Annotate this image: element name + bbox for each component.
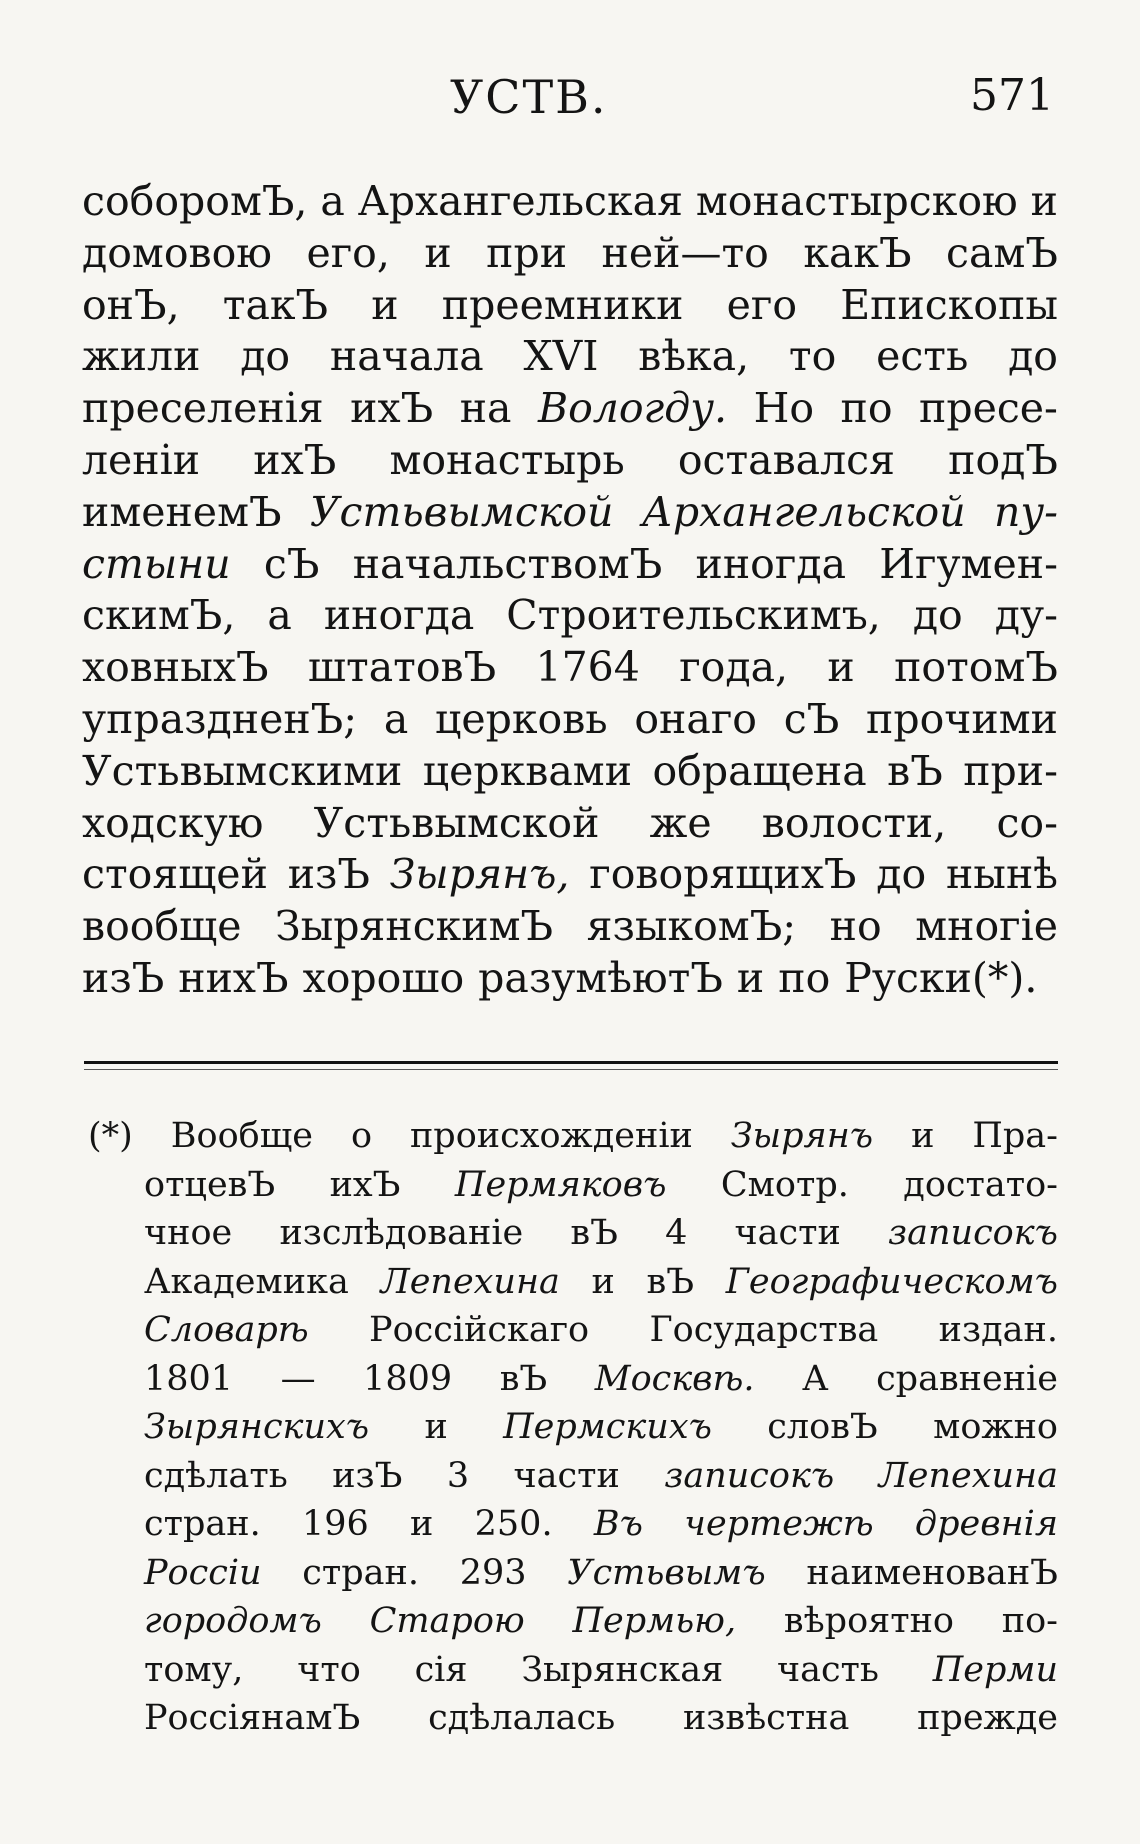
footnote-word: по- (1001, 1601, 1058, 1641)
footnote-word: Географическомъ (725, 1261, 1058, 1302)
main-text-word: самЪ (946, 228, 1058, 277)
footnote-line (88, 1597, 1058, 1646)
main-text-word: до (1008, 332, 1058, 381)
footnote-word: Пермью, (572, 1601, 737, 1641)
main-text-word: и (371, 280, 399, 329)
footnote-word: (*) (88, 1116, 133, 1156)
footnote-word: РоссіянамЪ (144, 1698, 361, 1738)
footnote-line (88, 1306, 1058, 1355)
footnote-word: тому, (144, 1649, 244, 1690)
main-text-word: леніи (82, 435, 201, 484)
footnote-word: 293 (459, 1552, 527, 1593)
main-text-line (82, 694, 1058, 746)
main-text-word: стыни (82, 539, 231, 588)
footnote-line (88, 1112, 1058, 1161)
main-text-word: монастырь (389, 435, 625, 484)
main-text-word: ду- (994, 591, 1058, 640)
main-text-word: а (320, 177, 345, 225)
main-text-word: вообще (82, 902, 242, 951)
footnote-word: и (591, 1261, 615, 1302)
main-text-word: обращена (652, 746, 867, 795)
main-text-line (82, 228, 1058, 280)
footnote-word: чное (144, 1213, 233, 1253)
main-text-word: пресе- (919, 384, 1058, 433)
main-text-word: штатовЪ (307, 643, 497, 692)
main-text-word: говорящихЪ (589, 850, 857, 899)
main-text-word: церковь (435, 694, 608, 743)
footnote-word: что (297, 1649, 361, 1690)
main-text-word: Архангельская (357, 177, 683, 225)
main-text-word: разумѣютЪ (478, 953, 723, 1002)
main-text-line (82, 280, 1058, 332)
main-text-word: при- (963, 746, 1058, 795)
main-text-word: жили (82, 332, 201, 381)
main-text-line (82, 590, 1058, 642)
footnote-word: А (802, 1358, 829, 1399)
main-text-word: его (726, 280, 798, 329)
main-text-word: языкомЪ; (586, 902, 797, 951)
footnote-word: части (513, 1455, 620, 1496)
footnote-word: наименованЪ (806, 1552, 1058, 1593)
main-text-word: Устьвымскими (82, 746, 403, 795)
main-text-word: такЪ (222, 280, 329, 329)
footnote-word: стран. (302, 1552, 419, 1593)
page-number: 571 (970, 70, 1054, 121)
footnote-word: Зырянская (521, 1649, 724, 1690)
main-text-word: пу- (993, 487, 1058, 536)
main-text-word: Устьвымской (309, 487, 614, 536)
footnote-word: словЪ (767, 1407, 878, 1447)
main-text-line (82, 331, 1058, 383)
footnote-word: Государства (649, 1310, 879, 1350)
main-text-word: сЪ (263, 539, 320, 588)
main-text-word: на (459, 384, 512, 433)
footnote-separator-thin-rule (84, 1069, 1058, 1070)
footnote-word: Пермскихъ (503, 1407, 712, 1447)
main-text-word: какЪ (803, 228, 912, 277)
main-text-word: потомЪ (894, 643, 1058, 692)
main-text-word: стоящей (82, 850, 268, 899)
footnote-word: Лепехина (380, 1261, 560, 1302)
footnote-word: можно (933, 1407, 1058, 1447)
main-text-word: и (424, 228, 452, 277)
main-text-word: начальствомЪ (352, 539, 663, 588)
main-text-line (82, 176, 1058, 228)
main-text-word: начала (329, 332, 484, 381)
main-text-word: до (240, 332, 291, 381)
footnote-word: часть (776, 1649, 879, 1690)
main-text-word: и (827, 643, 855, 692)
footnote-word: стран. (144, 1504, 261, 1544)
main-text-line (82, 746, 1058, 798)
main-text-word: Вологду. (537, 384, 728, 433)
main-text-word: Строительскимъ, (506, 591, 881, 640)
footnote-word: ихЪ (329, 1164, 401, 1205)
footnote-word: вЪ (646, 1261, 695, 1302)
main-text-word: нынѣ (945, 850, 1058, 899)
footnote-word: части (734, 1213, 841, 1253)
main-text-word: до (912, 591, 963, 640)
main-text-word: хорошо (302, 953, 465, 1002)
footnote-word: Словарѣ (144, 1310, 309, 1350)
main-text-word: ходскую (82, 798, 264, 847)
main-text-word: есть (876, 332, 969, 381)
footnote-line (88, 1209, 1058, 1258)
main-text-word: при (486, 228, 568, 277)
main-text-word: прочими (866, 694, 1058, 743)
footnote-line (88, 1161, 1058, 1210)
footnote-word: Устьвымъ (567, 1552, 766, 1593)
main-text-word: ихЪ (253, 435, 337, 484)
main-text-word: 1764 (535, 643, 640, 692)
footnote-word: 1801 (144, 1358, 234, 1399)
footnote-word: Въ (593, 1504, 643, 1544)
main-text-word: ихЪ (350, 384, 434, 433)
main-text-word: Устьвымской (313, 798, 600, 847)
footnote-word: издан. (938, 1310, 1058, 1350)
footnote-line (88, 1355, 1058, 1404)
main-text-line (82, 849, 1058, 901)
main-text-word: но (829, 902, 882, 951)
main-text-word: Но (753, 384, 815, 433)
footnote-line (88, 1258, 1058, 1307)
main-text-block (82, 176, 1058, 1005)
main-text-word: же (649, 798, 712, 847)
main-text-word: волости, (761, 798, 947, 847)
main-text-line (82, 383, 1058, 435)
main-text-word: года, (679, 643, 789, 692)
footnote-word: Пермяковъ (454, 1164, 667, 1205)
main-text-word: соборомЪ, (82, 177, 308, 225)
footnote-word: 4 (665, 1213, 688, 1253)
footnote-word: городомъ (144, 1601, 322, 1641)
footnote-word: вЪ (570, 1213, 618, 1253)
footnote-word: Россіи (144, 1552, 262, 1593)
main-text-word: Игумен- (879, 539, 1058, 588)
main-text-word: по (778, 953, 831, 1002)
footnote-word: 1809 (363, 1358, 453, 1399)
main-text-word: преемники (441, 280, 684, 329)
footnote-word: вЪ (499, 1358, 548, 1399)
main-text-line (82, 953, 1058, 1005)
footnote-word: извѣстна (682, 1698, 850, 1738)
main-text-word: и (1030, 177, 1058, 225)
footnote-word: прежде (917, 1698, 1058, 1738)
footnote-word: изслѣдованіе (279, 1213, 524, 1253)
footnote-word: Россійскаго (369, 1310, 590, 1350)
main-text-word: Епископы (840, 280, 1058, 329)
main-text-line (82, 642, 1058, 694)
footnote-word: изЪ (332, 1455, 403, 1496)
footnote-word: — (280, 1358, 316, 1399)
main-text-word: его, (306, 228, 390, 277)
footnote-word: записокъ (664, 1455, 835, 1496)
footnote-block (88, 1112, 1058, 1743)
main-text-word: XVI (523, 332, 599, 381)
main-text-word: Руски(*). (844, 953, 1038, 1002)
footnote-word: Старою (369, 1601, 525, 1641)
main-text-word: ЗырянскимЪ (275, 902, 554, 951)
main-text-word: преселенія (82, 384, 324, 433)
main-text-word: нихЪ (178, 953, 289, 1002)
footnote-word: и (424, 1407, 448, 1447)
main-text-word: онаго (634, 694, 757, 743)
footnote-word: Лепехина (878, 1455, 1058, 1496)
main-text-word: ховныхЪ (82, 643, 269, 692)
main-text-word: подЪ (948, 435, 1058, 484)
main-text-word: то (788, 332, 837, 381)
footnote-separator-rule (84, 1061, 1058, 1064)
main-text-word: изЪ (82, 953, 165, 1002)
footnote-word: Москвѣ. (594, 1358, 755, 1399)
main-text-word: упраздненЪ; (82, 694, 358, 743)
footnote-word: записокъ (888, 1213, 1058, 1253)
footnote-word: Перми (932, 1649, 1058, 1690)
main-text-word: домовою (82, 228, 272, 277)
main-text-line (82, 901, 1058, 953)
footnote-line (88, 1452, 1058, 1501)
main-text-word: церквами (422, 746, 633, 795)
main-text-line (82, 435, 1058, 487)
main-text-word: онЪ, (82, 280, 180, 329)
main-text-word: до (876, 850, 927, 899)
main-text-word: сЪ (783, 694, 840, 743)
footnote-line (88, 1549, 1058, 1598)
footnote-word: Зырянскихъ (144, 1407, 370, 1447)
footnote-line (88, 1646, 1058, 1695)
main-text-word: оставался (677, 435, 895, 484)
footnote-word: чертежѣ (684, 1504, 874, 1544)
footnote-word: древнія (914, 1504, 1058, 1544)
footnote-word: сдѣлалась (428, 1698, 616, 1738)
running-title: УСТВ. (450, 70, 608, 124)
footnote-word: отцевЪ (144, 1164, 276, 1205)
main-text-word: и (736, 953, 765, 1002)
footnote-word: 196 (301, 1504, 369, 1544)
main-text-line (82, 487, 1058, 539)
footnote-word: Академика (144, 1261, 349, 1302)
footnote-word: Пра- (972, 1116, 1058, 1156)
main-text-word: а (267, 591, 292, 640)
footnote-line (88, 1403, 1058, 1452)
main-text-word: именемЪ (82, 487, 282, 536)
footnote-word: сдѣлать (144, 1455, 288, 1496)
footnote-word: и (911, 1116, 935, 1156)
main-text-word: многіе (915, 902, 1058, 951)
footnote-word: Смотр. (720, 1164, 849, 1205)
footnote-line (88, 1500, 1058, 1549)
footnote-word: происхожденіи (409, 1116, 693, 1156)
main-text-word: а (383, 694, 409, 743)
main-text-word: вѣка, (638, 332, 750, 381)
footnote-word: 3 (446, 1455, 470, 1496)
main-text-word: по (840, 384, 893, 433)
main-text-word: Архангельской (641, 487, 966, 536)
main-text-word: со- (996, 798, 1058, 847)
main-text-word: монастырскою (695, 177, 1018, 225)
main-text-word: изЪ (287, 850, 370, 899)
footnote-word: сравненіе (876, 1358, 1058, 1399)
footnote-word: вѣроятно (783, 1601, 955, 1641)
main-text-line (82, 798, 1058, 850)
main-text-word: ней—то (601, 228, 769, 277)
footnote-word: Зырянъ (730, 1116, 874, 1156)
main-text-line (82, 539, 1058, 591)
footnote-word: 250. (474, 1504, 553, 1544)
footnote-word: и (410, 1504, 434, 1544)
footnote-word: о (350, 1116, 373, 1156)
main-text-word: скимЪ, (82, 591, 236, 640)
footnote-word: достато- (903, 1164, 1058, 1205)
footnote-word: сія (414, 1649, 468, 1690)
main-text-word: Зырянъ, (389, 850, 570, 899)
footnote-line (88, 1694, 1058, 1743)
main-text-word: иногда (695, 539, 847, 588)
footnote-word: Вообще (170, 1116, 313, 1156)
main-text-word: иногда (323, 591, 475, 640)
main-text-word: вЪ (887, 746, 943, 795)
page-header (80, 70, 1060, 140)
